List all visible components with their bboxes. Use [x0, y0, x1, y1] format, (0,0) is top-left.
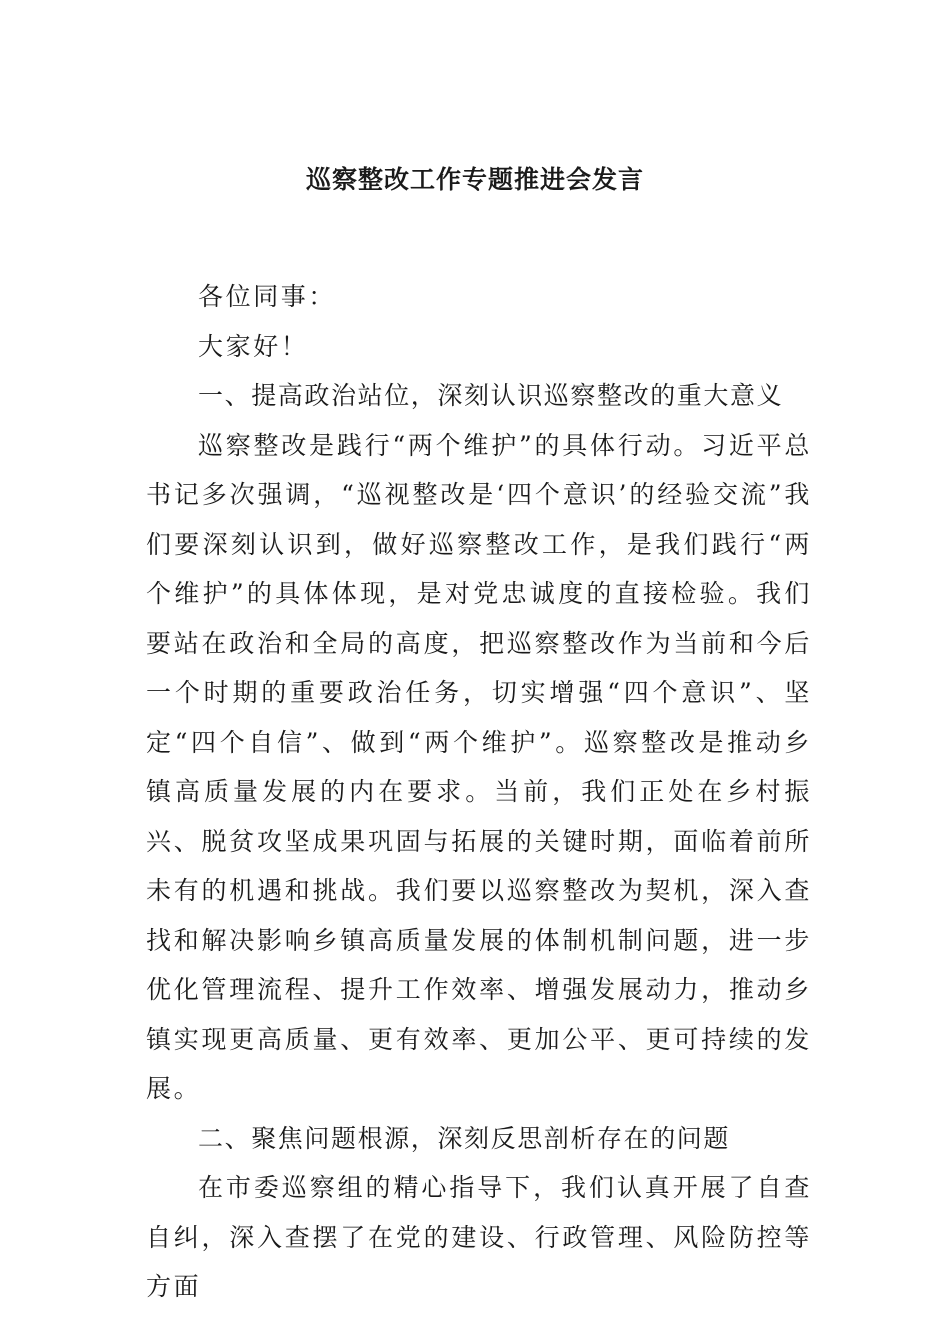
section-2-paragraph: 在市委巡察组的精心指导下，我们认真开展了自查自纠，深入查摆了在党的建设、行政管理、风险防控等方面	[146, 1173, 812, 1301]
greeting: 大家好！	[198, 331, 309, 361]
document-title: 巡察整改工作专题推进会发言	[305, 165, 644, 194]
section-2-heading: 二、聚焦问题根源，深刻反思剖析存在的问题	[198, 1123, 731, 1153]
section-1-heading: 一、提高政治站位，深刻认识巡察整改的重大意义	[198, 381, 784, 410]
document-body	[146, 272, 812, 1312]
section-1-paragraph: 巡察整改是践行“两个维护”的具体行动。习近平总书记多次强调，“巡视整改是‘四个意识’的经验交流”我们要深刻认识到，做好巡察整改工作，是我们践行“两个维护”的具体体现，是对党忠诚度的直接检验。我们要站在政治和全局的高度，把巡察整改作为当前和今后一个时期的重要政治任务，切实增强“四个意识”、坚定“四个自信”、做到“两个维护”。巡察整改是推动乡镇高质量发展的内在要求。当前，我们正处在乡村振兴、脱贫攻坚成果巩固与拓展的关键时期，面临着前所未有的机遇和挑战。我们要以巡察整改为契机，深入查找和解决影响乡镇高质量发展的体制机制问题，进一步优化管理流程、提升工作效率、增强发展动力，推动乡镇实现更高质量、更有效率、更加公平、更可持续的发展。	[146, 430, 812, 1103]
salutation: 各位同事：	[198, 282, 337, 311]
